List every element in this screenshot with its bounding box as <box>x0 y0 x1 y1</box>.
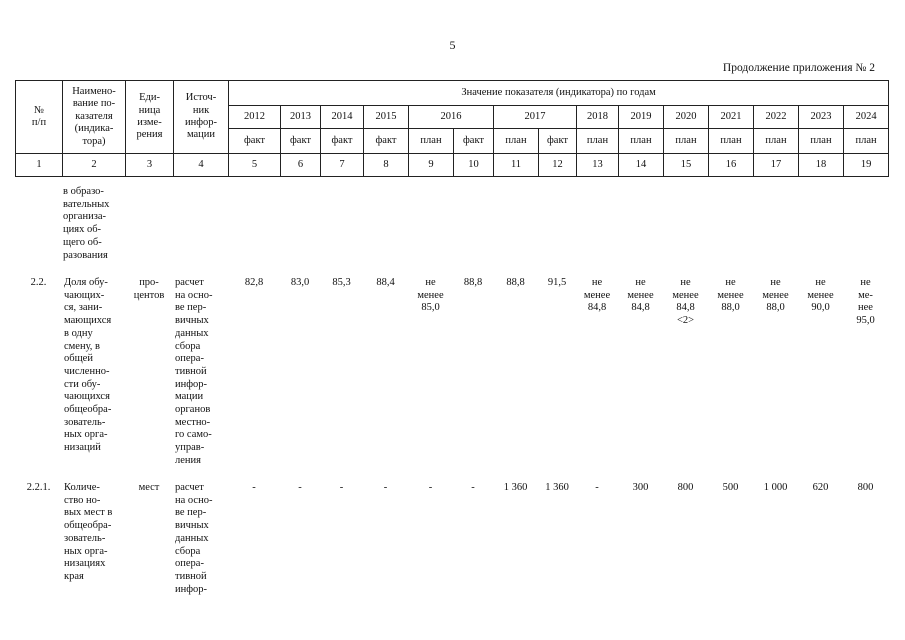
continuation-label: Продолжение приложения № 2 <box>722 62 875 74</box>
header-type: план <box>709 129 754 154</box>
column-number: 13 <box>577 154 619 177</box>
header-year: 2017 <box>494 106 577 129</box>
indicator-table-header <box>15 80 889 177</box>
header-type: факт <box>539 129 577 154</box>
table-row <box>15 277 888 468</box>
value-cell: не менее 84,8 <box>583 277 611 314</box>
value-cell: 83,0 <box>290 277 310 288</box>
table-row <box>15 482 888 596</box>
indicator-name: Количе- ство но- вых мест в общеобра- зователь- ных орга- низациях края <box>64 482 113 582</box>
header-year: 2022 <box>754 106 799 129</box>
unit: мест <box>138 482 160 493</box>
header-year: 2020 <box>664 106 709 129</box>
header-source: Источ- ник инфор- мации <box>174 81 229 154</box>
column-number: 9 <box>409 154 454 177</box>
column-number: 3 <box>126 154 174 177</box>
unit: про- центов <box>133 277 165 301</box>
header-year: 2021 <box>709 106 754 129</box>
column-number: 5 <box>229 154 281 177</box>
value-cell: не менее 90,0 <box>807 277 834 314</box>
header-type: план <box>577 129 619 154</box>
header-type: факт <box>281 129 321 154</box>
column-number: 10 <box>454 154 494 177</box>
value-cell: 88,8 <box>506 277 525 288</box>
value-cell: - <box>428 482 433 493</box>
column-number: 15 <box>664 154 709 177</box>
value-cell: 88,8 <box>463 277 483 288</box>
value-cell: не менее 84,8 <box>627 277 654 314</box>
header-year: 2014 <box>321 106 364 129</box>
header-year: 2015 <box>364 106 409 129</box>
header-type: факт <box>454 129 494 154</box>
value-cell: 85,3 <box>332 277 351 288</box>
column-number: 18 <box>799 154 844 177</box>
value-cell: 82,8 <box>244 277 264 288</box>
column-number: 6 <box>281 154 321 177</box>
column-number: 19 <box>844 154 889 177</box>
header-type: план <box>754 129 799 154</box>
header-num: № п/п <box>16 81 63 154</box>
header-unit: Еди- ница изме- рения <box>126 81 174 154</box>
value-cell: - <box>383 482 388 493</box>
header-year: 2018 <box>577 106 619 129</box>
header-type: план <box>844 129 889 154</box>
column-number: 17 <box>754 154 799 177</box>
value-cell: 1 000 <box>763 482 788 493</box>
value-cell: 300 <box>632 482 649 493</box>
value-cell: - <box>339 482 344 493</box>
column-number: 4 <box>174 154 229 177</box>
header-year: 2016 <box>409 106 494 129</box>
value-cell: 800 <box>857 482 874 493</box>
value-cell: 91,5 <box>547 277 567 288</box>
indicator-name: Доля обу- чающих- ся, зани- мающихся в одну смену, в общей численно- сти обу- чающихся общеобра- зователь- ных орга- низаций <box>64 277 112 454</box>
column-number: 7 <box>321 154 364 177</box>
header-type: план <box>664 129 709 154</box>
row-number: 2.2. <box>30 277 47 288</box>
value-cell: не ме- нее 95,0 <box>856 277 875 327</box>
header-type: план <box>619 129 664 154</box>
value-cell: 1 360 <box>545 482 569 493</box>
value-cell: не менее 85,0 <box>417 277 444 314</box>
source: расчет на осно- ве пер- вичных данных сбора опера- тивной инфор- мации органов местно- го само- управ- ления <box>175 277 213 466</box>
header-type: план <box>494 129 539 154</box>
value-cell: 1 360 <box>503 482 528 493</box>
value-cell: не менее 84,8 <2> <box>672 277 699 327</box>
column-number: 16 <box>709 154 754 177</box>
value-cell: 500 <box>722 482 739 493</box>
column-number: 2 <box>63 154 126 177</box>
column-number: 12 <box>539 154 577 177</box>
header-year: 2012 <box>229 106 281 129</box>
header-type: факт <box>229 129 281 154</box>
header-type: факт <box>364 129 409 154</box>
header-type: факт <box>321 129 364 154</box>
header-year: 2023 <box>799 106 844 129</box>
value-cell: - <box>252 482 256 493</box>
value-cell: 88,4 <box>376 277 395 288</box>
value-cell: 620 <box>812 482 829 493</box>
column-number: 1 <box>16 154 63 177</box>
page-number: 5 <box>449 38 456 52</box>
value-cell: - <box>595 482 599 493</box>
column-number: 14 <box>619 154 664 177</box>
header-name: Наимено- вание по- казателя (индика- тора) <box>63 81 126 154</box>
header-year: 2024 <box>844 106 889 129</box>
header-values-title: Значение показателя (индикатора) по годам <box>229 81 889 106</box>
value-cell: - <box>471 482 475 493</box>
column-number: 8 <box>364 154 409 177</box>
value-cell: не менее 88,0 <box>762 277 789 314</box>
header-year: 2019 <box>619 106 664 129</box>
continued-indicator-text: в образо- вательных организа- циях об- щего об- разования <box>63 186 110 261</box>
header-year: 2013 <box>281 106 321 129</box>
column-number: 11 <box>494 154 539 177</box>
header-type: план <box>799 129 844 154</box>
source: расчет на осно- ве пер- вичных данных сбора опера- тивной инфор- <box>175 482 213 595</box>
header-type: план <box>409 129 454 154</box>
row-number: 2.2.1. <box>26 482 51 493</box>
value-cell: 800 <box>677 482 694 493</box>
value-cell: - <box>298 482 302 493</box>
value-cell: не менее 88,0 <box>717 277 744 314</box>
